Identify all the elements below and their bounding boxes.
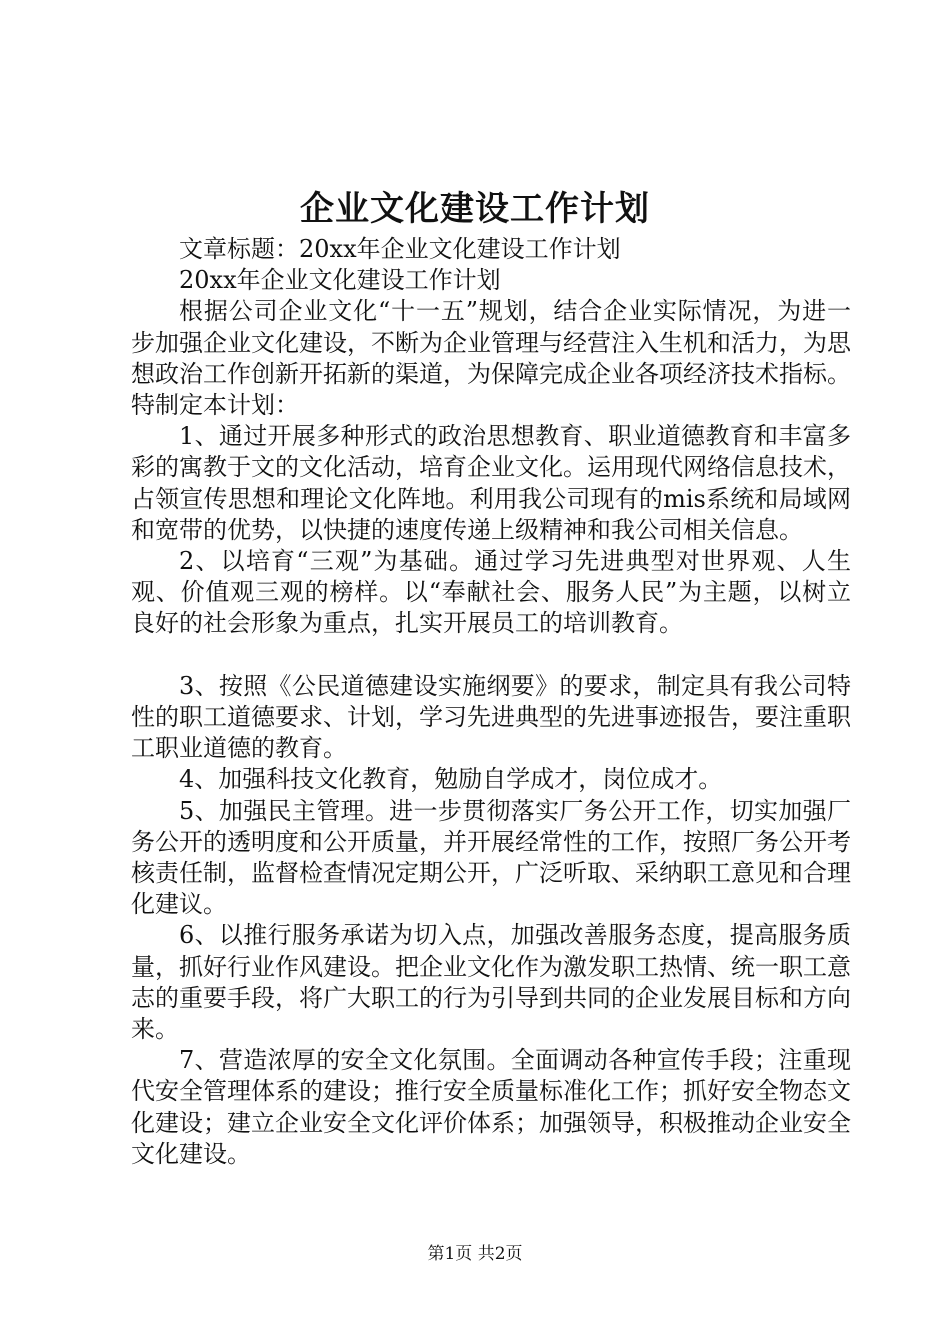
document-body	[131, 234, 851, 1170]
article-heading-line: 文章标题：20xx年企业文化建设工作计划	[179, 235, 621, 263]
item-2-paragraph: 2、以培育“三观”为基础。通过学习先进典型对世界观、人生观、价值观三观的榜样。以“奉献社会、服务人民”为主题，以树立良好的社会形象为重点，扎实开展员工的培训教育。	[131, 547, 851, 638]
item-6-paragraph: 6、以推行服务承诺为切入点，加强改善服务态度，提高服务质量，抓好行业作风建设。把企业文化作为激发职工热情、统一职工意志的重要手段，将广大职工的行为引导到共同的企业发展目标和方向来。	[131, 921, 851, 1044]
document-title: 企业文化建设工作计划	[300, 189, 650, 229]
intro-paragraph: 根据公司企业文化“十一五”规划，结合企业实际情况，为进一步加强企业文化建设，不断为企业管理与经营注入生机和活力，为思想政治工作创新开拓新的渠道，为保障完成企业各项经济技术指标。特制定本计划：	[131, 297, 851, 420]
blank-line	[131, 640, 851, 671]
item-1-paragraph: 1、通过开展多种形式的政治思想教育、职业道德教育和丰富多彩的寓教于文的文化活动，培育企业文化。运用现代网络信息技术，占领宣传思想和理论文化阵地。利用我公司现有的mis系统和局域网和宽带的优势，以快捷的速度传递上级精神和我公司相关信息。	[131, 422, 851, 544]
page-footer: 第1页 共2页	[427, 1244, 523, 1264]
item-3-paragraph: 3、按照《公民道德建设实施纲要》的要求，制定具有我公司特性的职工道德要求、计划，学习先进典型的先进事迹报告，要注重职工职业道德的教育。	[131, 671, 851, 763]
item-4-paragraph: 4、加强科技文化教育，勉励自学成才，岗位成才。	[179, 765, 723, 794]
item-7-paragraph: 7、营造浓厚的安全文化氛围。全面调动各种宣传手段；注重现代安全管理体系的建设；推行安全质量标准化工作；抓好安全物态文化建设；建立企业安全文化评价体系；加强领导，积极推动企业安全文化建设。	[131, 1046, 851, 1168]
plan-subtitle-line: 20xx年企业文化建设工作计划	[179, 266, 501, 295]
item-5-paragraph: 5、加强民主管理。进一步贯彻落实厂务公开工作，切实加强厂务公开的透明度和公开质量，并开展经常性的工作，按照厂务公开考核责任制，监督检查情况定期公开，广泛听取、采纳职工意见和合理化建议。	[131, 796, 851, 919]
